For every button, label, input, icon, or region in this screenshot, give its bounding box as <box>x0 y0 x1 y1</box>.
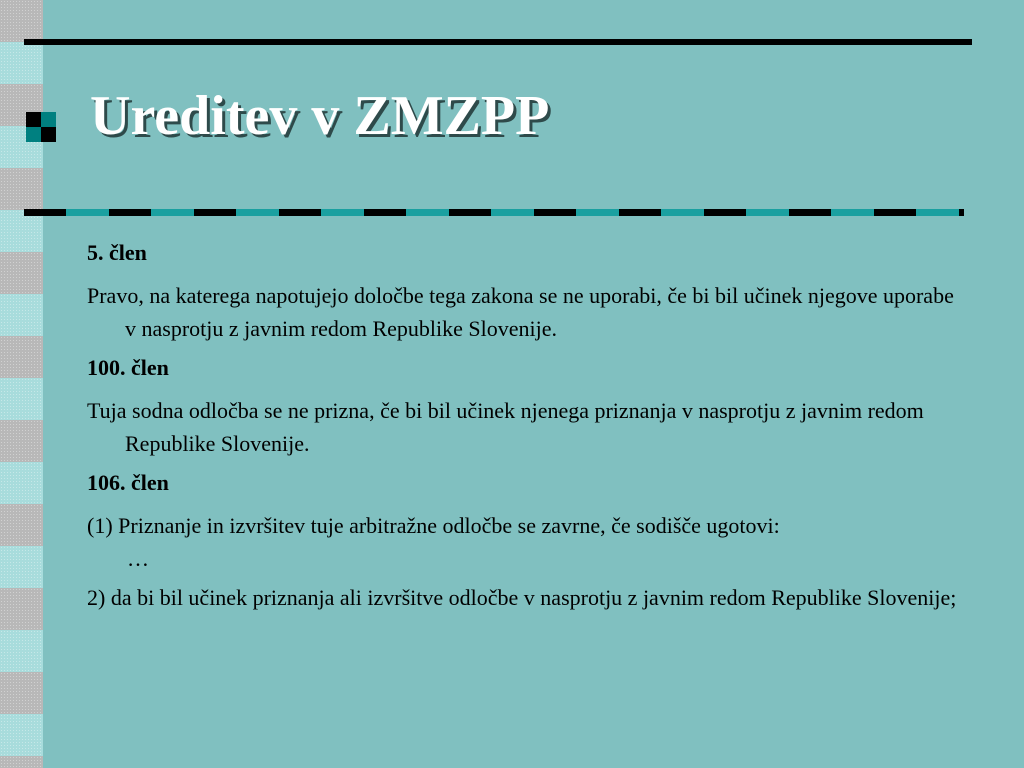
slide-title: Ureditev v ZMZPP <box>90 85 550 147</box>
article-5-heading: 5. člen <box>87 240 147 265</box>
article-100-heading: 100. člen <box>87 355 169 380</box>
article-5-text: Pravo, na katerega napotujejo določbe tega zakona se ne uporabi, če bi bil učinek njegove uporabe v nasprotju z javnim redom Republike Slovenije. <box>87 283 954 341</box>
article-100-text: Tuja sodna odločba se ne prizna, če bi bil učinek njenega priznanja v nasprotju z javnim redom Republike Slovenije. <box>87 398 924 456</box>
slide-content <box>87 236 957 620</box>
square-bullet-icon <box>26 112 56 142</box>
article-106-heading: 106. člen <box>87 470 169 495</box>
top-rule <box>24 39 972 45</box>
dashed-divider <box>24 209 964 216</box>
article-106-ellipsis: … <box>127 546 149 571</box>
article-106-paragraph-2: 2) da bi bil učinek priznanja ali izvršitve odločbe v nasprotju z javnim redom Republike Slovenije; <box>87 585 957 610</box>
article-106-paragraph-1: (1) Priznanje in izvršitev tuje arbitražne odločbe se zavrne, če sodišče ugotovi: <box>87 513 780 538</box>
